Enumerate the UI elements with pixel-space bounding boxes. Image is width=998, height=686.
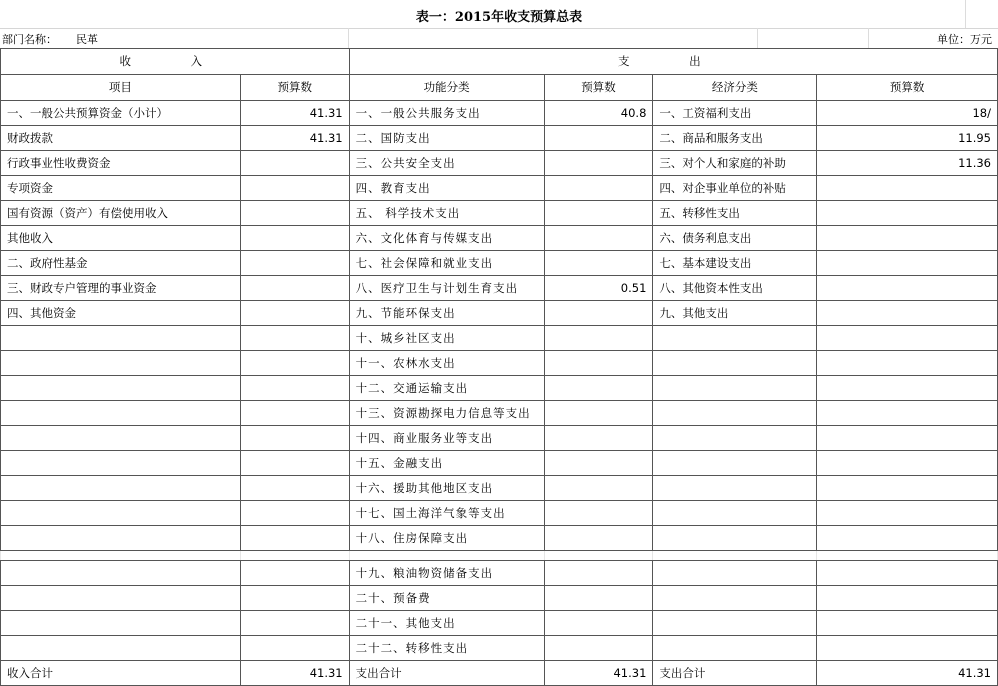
income-amount-cell[interactable] (240, 201, 349, 226)
table-row (1, 586, 998, 611)
totals-row (1, 661, 998, 686)
spacer-cell (1, 551, 241, 561)
spacer-cell (544, 551, 653, 561)
econ-amount-cell[interactable] (817, 611, 998, 636)
spacer-cell (240, 551, 349, 561)
econ-amount-cell[interactable] (817, 526, 998, 551)
income-item-cell[interactable] (1, 526, 241, 551)
income-amount-cell[interactable] (240, 526, 349, 551)
func-class-cell[interactable]: 七、社会保障和就业支出 (349, 251, 544, 276)
income-amount-cell[interactable] (240, 426, 349, 451)
econ-amount-cell[interactable] (817, 501, 998, 526)
func-amount-cell[interactable]: 40.8 (544, 101, 653, 126)
table-row (1, 636, 998, 661)
income-item-cell[interactable]: 一、一般公共预算资金（小计） (1, 101, 241, 126)
func-amount-cell[interactable] (544, 401, 653, 426)
income-total-label[interactable]: 收入合计 (1, 661, 241, 686)
func-class-cell[interactable]: 八、医疗卫生与计划生育支出 (349, 276, 544, 301)
income-amount-cell[interactable] (240, 251, 349, 276)
income-item-cell[interactable] (1, 476, 241, 501)
func-amount-cell[interactable] (544, 476, 653, 501)
spacer-cell (817, 551, 998, 561)
func-amount-cell[interactable] (544, 586, 653, 611)
func-amount-cell[interactable] (544, 611, 653, 636)
func-amount-cell[interactable] (544, 201, 653, 226)
func-amount-cell[interactable] (544, 561, 653, 586)
econ-amount-cell[interactable] (817, 451, 998, 476)
econ-class-cell[interactable] (653, 326, 817, 351)
income-item-cell[interactable]: 其他收入 (1, 226, 241, 251)
econ-amount-cell[interactable] (817, 561, 998, 586)
income-amount-cell[interactable] (240, 151, 349, 176)
econ-amount-cell[interactable]: 18/ (817, 101, 998, 126)
econ-class-cell[interactable]: 九、其他支出 (653, 301, 817, 326)
econ-class-cell[interactable]: 八、其他资本性支出 (653, 276, 817, 301)
econ-amount-cell[interactable] (817, 351, 998, 376)
econ-amount-cell[interactable] (817, 301, 998, 326)
econ-class-cell[interactable] (653, 636, 817, 661)
func-total-label[interactable]: 支出合计 (349, 661, 544, 686)
table-row (1, 476, 998, 501)
func-class-cell[interactable]: 十、城乡社区支出 (349, 326, 544, 351)
func-amount-cell[interactable] (544, 636, 653, 661)
section-header-row (1, 49, 998, 75)
econ-amount-cell[interactable] (817, 276, 998, 301)
func-class-cell[interactable]: 九、节能环保支出 (349, 301, 544, 326)
econ-class-cell[interactable] (653, 561, 817, 586)
econ-class-cell[interactable] (653, 401, 817, 426)
func-amount-cell[interactable] (544, 451, 653, 476)
func-amount-cell[interactable] (544, 501, 653, 526)
income-item-cell[interactable] (1, 501, 241, 526)
econ-class-cell[interactable] (653, 586, 817, 611)
func-class-cell[interactable]: 十六、援助其他地区支出 (349, 476, 544, 501)
table-row (1, 526, 998, 551)
income-amount-cell[interactable] (240, 586, 349, 611)
table-row (1, 126, 998, 151)
income-amount-cell[interactable] (240, 276, 349, 301)
income-amount-cell[interactable] (240, 326, 349, 351)
econ-class-cell[interactable]: 七、基本建设支出 (653, 251, 817, 276)
func-class-cell[interactable]: 十九、粮油物资储备支出 (349, 561, 544, 586)
income-item-cell[interactable]: 四、其他资金 (1, 301, 241, 326)
income-section-header: 收 入 (1, 49, 350, 75)
income-amount-cell[interactable] (240, 376, 349, 401)
spacer-row (1, 551, 998, 561)
func-amount-cell[interactable] (544, 376, 653, 401)
table-row (1, 276, 998, 301)
page-title: 表一：2015年收支预算总表 (415, 10, 583, 25)
income-item-cell[interactable] (1, 376, 241, 401)
table-row (1, 251, 998, 276)
income-amount-cell[interactable] (240, 176, 349, 201)
func-class-cell[interactable]: 十三、资源勘探电力信息等支出 (349, 401, 544, 426)
col-header-func-class: 功能分类 (349, 75, 544, 101)
income-amount-cell[interactable] (240, 451, 349, 476)
func-class-cell[interactable]: 四、教育支出 (349, 176, 544, 201)
col-header-item: 项目 (1, 75, 241, 101)
income-item-cell[interactable] (1, 561, 241, 586)
table-row (1, 501, 998, 526)
func-class-cell[interactable]: 一、一般公共服务支出 (349, 101, 544, 126)
table-row (1, 561, 998, 586)
econ-amount-cell[interactable] (817, 176, 998, 201)
gridline (757, 28, 758, 48)
func-amount-cell[interactable] (544, 351, 653, 376)
table-row (1, 301, 998, 326)
col-header-budget: 预算数 (240, 75, 349, 101)
econ-total-label[interactable]: 支出合计 (653, 661, 817, 686)
income-item-cell[interactable] (1, 636, 241, 661)
econ-amount-cell[interactable] (817, 401, 998, 426)
econ-class-cell[interactable] (653, 351, 817, 376)
func-class-cell[interactable]: 二十、预备费 (349, 586, 544, 611)
func-amount-cell[interactable] (544, 326, 653, 351)
econ-class-cell[interactable] (653, 476, 817, 501)
table-row (1, 326, 998, 351)
econ-amount-cell[interactable] (817, 326, 998, 351)
income-amount-cell[interactable] (240, 226, 349, 251)
income-amount-cell[interactable] (240, 561, 349, 586)
func-amount-cell[interactable] (544, 301, 653, 326)
func-amount-cell[interactable] (544, 151, 653, 176)
econ-class-cell[interactable]: 三、对个人和家庭的补助 (653, 151, 817, 176)
income-item-cell[interactable]: 国有资源（资产）有偿使用收入 (1, 201, 241, 226)
income-item-cell[interactable] (1, 326, 241, 351)
func-amount-cell[interactable] (544, 426, 653, 451)
func-class-cell[interactable]: 十七、国土海洋气象等支出 (349, 501, 544, 526)
expenditure-section-header: 支 出 (349, 49, 997, 75)
income-amount-cell[interactable] (240, 351, 349, 376)
title-row (0, 0, 998, 29)
col-header-budget: 预算数 (544, 75, 653, 101)
income-item-cell[interactable]: 专项资金 (1, 176, 241, 201)
func-class-cell[interactable]: 二十一、其他支出 (349, 611, 544, 636)
income-item-cell[interactable] (1, 401, 241, 426)
dept-value: 民革 (76, 33, 98, 46)
income-item-cell[interactable]: 财政拨款 (1, 126, 241, 151)
col-header-econ-class: 经济分类 (653, 75, 817, 101)
func-class-cell[interactable]: 六、文化体育与传媒支出 (349, 226, 544, 251)
func-amount-cell[interactable] (544, 251, 653, 276)
income-item-cell[interactable] (1, 586, 241, 611)
econ-class-cell[interactable]: 六、债务利息支出 (653, 226, 817, 251)
func-class-cell[interactable]: 二、国防支出 (349, 126, 544, 151)
econ-amount-cell[interactable] (817, 586, 998, 611)
income-item-cell[interactable]: 行政事业性收费资金 (1, 151, 241, 176)
table-row (1, 401, 998, 426)
econ-class-cell[interactable] (653, 426, 817, 451)
econ-class-cell[interactable] (653, 526, 817, 551)
income-amount-cell[interactable] (240, 301, 349, 326)
func-amount-cell[interactable] (544, 176, 653, 201)
func-total-amount[interactable]: 41.31 (544, 661, 653, 686)
table-row (1, 426, 998, 451)
table-row (1, 611, 998, 636)
table-row (1, 201, 998, 226)
func-class-cell[interactable]: 十二、交通运输支出 (349, 376, 544, 401)
func-class-cell[interactable]: 十八、住房保障支出 (349, 526, 544, 551)
table-row (1, 451, 998, 476)
econ-total-amount[interactable]: 41.31 (817, 661, 998, 686)
budget-table (0, 48, 998, 686)
table-row (1, 226, 998, 251)
econ-class-cell[interactable]: 二、商品和服务支出 (653, 126, 817, 151)
income-item-cell[interactable]: 二、政府性基金 (1, 251, 241, 276)
income-amount-cell[interactable] (240, 501, 349, 526)
func-class-cell[interactable]: 十四、商业服务业等支出 (349, 426, 544, 451)
econ-amount-cell[interactable] (817, 251, 998, 276)
income-amount-cell[interactable]: 41.31 (240, 101, 349, 126)
gridline (348, 28, 349, 48)
table-row (1, 176, 998, 201)
income-item-cell[interactable] (1, 611, 241, 636)
econ-amount-cell[interactable] (817, 476, 998, 501)
econ-amount-cell[interactable] (817, 636, 998, 661)
econ-amount-cell[interactable] (817, 376, 998, 401)
income-amount-cell[interactable] (240, 401, 349, 426)
econ-class-cell[interactable] (653, 611, 817, 636)
func-class-cell[interactable]: 二十二、转移性支出 (349, 636, 544, 661)
econ-class-cell[interactable] (653, 376, 817, 401)
func-amount-cell[interactable] (544, 126, 653, 151)
gridline (868, 28, 869, 48)
income-amount-cell[interactable] (240, 611, 349, 636)
econ-class-cell[interactable] (653, 451, 817, 476)
income-amount-cell[interactable] (240, 636, 349, 661)
econ-amount-cell[interactable] (817, 426, 998, 451)
func-class-cell[interactable]: 十五、金融支出 (349, 451, 544, 476)
econ-class-cell[interactable]: 五、转移性支出 (653, 201, 817, 226)
table-row (1, 101, 998, 126)
spacer-cell (349, 551, 544, 561)
spacer-cell (653, 551, 817, 561)
econ-amount-cell[interactable] (817, 201, 998, 226)
dept-label: 部门名称： (2, 33, 57, 46)
table-row (1, 351, 998, 376)
column-header-row (1, 75, 998, 101)
unit-label: 单位：万元 (937, 33, 992, 46)
func-class-cell[interactable]: 三、公共安全支出 (349, 151, 544, 176)
income-total-amount[interactable]: 41.31 (240, 661, 349, 686)
func-class-cell[interactable]: 五、 科学技术支出 (349, 201, 544, 226)
income-amount-cell[interactable] (240, 476, 349, 501)
econ-class-cell[interactable] (653, 501, 817, 526)
table-row (1, 376, 998, 401)
table-row (1, 151, 998, 176)
income-amount-cell[interactable]: 41.31 (240, 126, 349, 151)
col-header-budget: 预算数 (817, 75, 998, 101)
func-amount-cell[interactable]: 0.51 (544, 276, 653, 301)
income-item-cell[interactable] (1, 451, 241, 476)
meta-row (0, 28, 998, 49)
func-amount-cell[interactable] (544, 226, 653, 251)
econ-class-cell[interactable]: 四、对企事业单位的补贴 (653, 176, 817, 201)
econ-class-cell[interactable]: 一、工资福利支出 (653, 101, 817, 126)
income-item-cell[interactable] (1, 426, 241, 451)
econ-amount-cell[interactable]: 11.95 (817, 126, 998, 151)
econ-amount-cell[interactable] (817, 226, 998, 251)
func-amount-cell[interactable] (544, 526, 653, 551)
func-class-cell[interactable]: 十一、农林水支出 (349, 351, 544, 376)
income-item-cell[interactable] (1, 351, 241, 376)
income-item-cell[interactable]: 三、财政专户管理的事业资金 (1, 276, 241, 301)
econ-amount-cell[interactable]: 11.36 (817, 151, 998, 176)
